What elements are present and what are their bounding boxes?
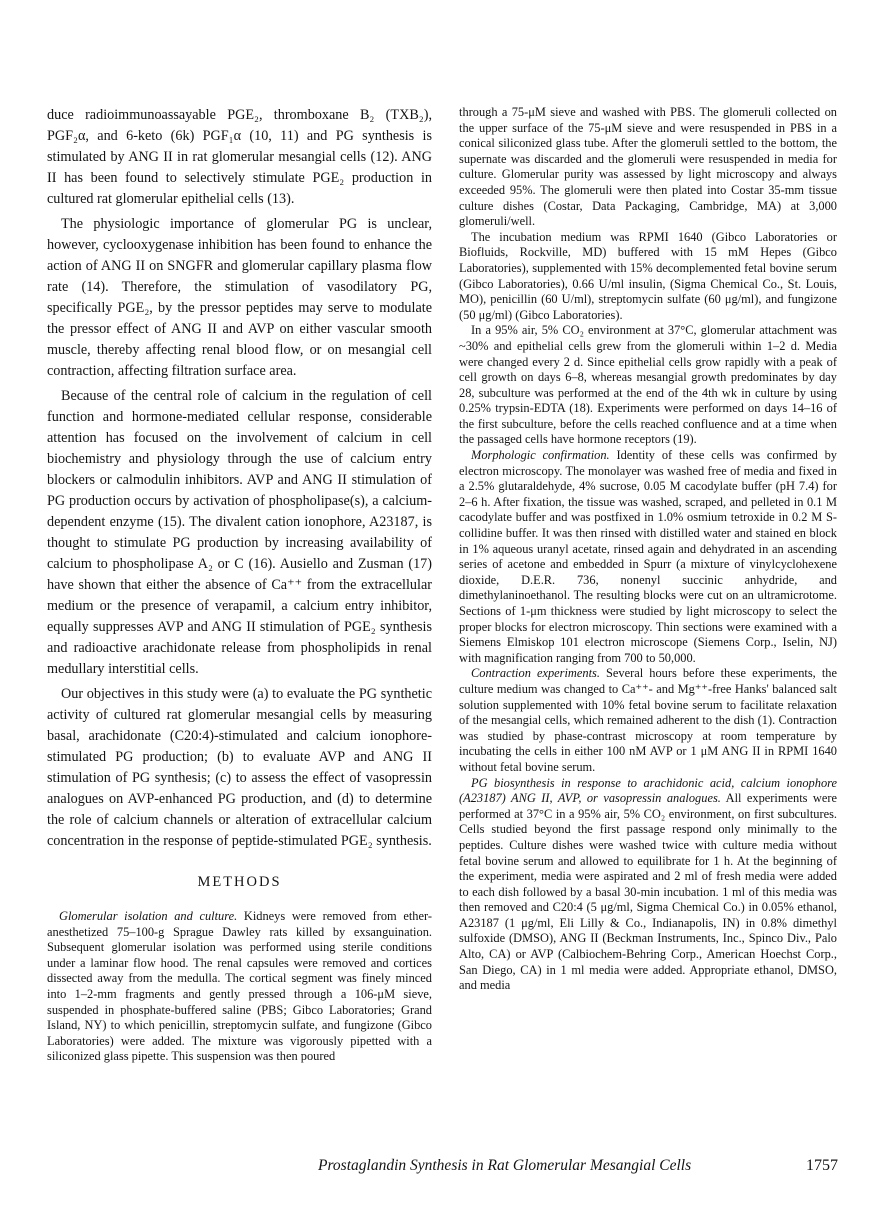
paragraph-physiologic-importance: The physiologic importance of glomerular PG is unclear, however, cyclooxygenase inhibition has been found to enhance the action of ANG II on SNGFR and glomerular capillary plasma flow rate (14). Therefore, the stimulation of vasodilatory PG, specifically PGE₂, by the pressor peptides may serve to modulate the pressor effect of ANG II and AVP on either vascular smooth muscle, thereby affecting renal blood flow, or on mesangial cell contraction, affecting filtration surface area. [47, 216, 432, 379]
run-in-heading: Morphologic confirmation. [471, 448, 610, 463]
paragraph-morphologic-confirmation [459, 448, 837, 666]
run-in-heading: Contraction experiments. [471, 666, 600, 681]
run-in-heading: PG biosynthesis in response to arachidonic acid, calcium ionophore (A23187) ANG II, AVP, or vasopressin analogues. [459, 775, 837, 806]
paragraph-calcium-role: Because of the central role of calcium in the regulation of cell function and hormone-mediated cellular response, considerable attention has focused on the involvement of calcium in cell biochemistry and physiology through the use of calcium entry blockers or calmodulin inhibitors. AVP and ANG II stimulation of PG production occurs by activation of phospholipase(s), a calcium-dependent enzyme (15). The divalent cation ionophore, A23187, is thought to stimulate PG production by increasing availability of calcium to phospholipase A₂ or C (16). Ausiello and Zusman (17) have shown that either the absence of Ca⁺⁺ from the extracellular medium or the presence of verapamil, a calcium entry inhibitor, equally suppresses AVP and ANG II stimulation of PGE₂ synthesis and radioactive arachidonate release from phospholipids in renal medullary interstitial cells. [47, 388, 432, 677]
paragraph-text: Several hours before these experiments, the culture medium was changed to Ca⁺⁺- and Mg⁺⁺-free Hanks' balanced salt solution supplemented with 10% fetal bovine serum to facilitate relaxation of the mesangial cells, which remained adherent to the dish (1). Contraction was studied by phase-contrast microscopy at room temperature by incubating the cells in either 100 nM AVP or 1 μM ANG II in RPMI 1640 without fetal bovine serum. [459, 666, 837, 774]
running-title: Prostaglandin Synthesis in Rat Glomerular Mesangial Cells [318, 1157, 692, 1174]
paragraph-text: Identity of these cells was confirmed by electron microscopy. The monolayer was washed free of media and fixed in a 2.5% glutaraldehyde, 4% sucrose, 0.05 M cacodylate buffer (pH 7.4) for 2–6 h. After fixation, the tissue was washed, scraped, and pelleted in 0.1 M cacodylate buffer and was postfixed in 1.0% osmium tetroxide in 0.2 M S-collidine buffer. It was then rinsed with distilled water and stained en block in 1% aqueous uranyl acetate, rinsed again and dehydrated in an ascending series of acetone and embedded in Spurr (a mixture of vinylcyclohexene dioxide, D.E.R. 736, nonenyl succinic anhydride, and dimethylaninoethanol. The resulting blocks were cut on an ultramicrotome. Sections of 1-μm thickness were studied by light microscopy to select the proper blocks for electron microscopy. Thin sections were examined with a Siemens Elmiskop 101 electron microscope (Siemens Corp., Iselin, NJ) with magnification ranging from 700 to 50,000. [459, 448, 837, 665]
paragraph-text: Kidneys were removed from ether-anesthetized 75–100-g Sprague Dawley rats killed by exsanguination. Subsequent glomerular isolation was performed using sterile conditions under a laminar flow hood. The renal capsules were removed and cortices dissected away from the medulla. The cortical segment was finely minced into 1–2-mm fragments and gently pressed through a 106-μM sieve, suspended in phosphate-buffered saline (PBS; Gibco Laboratories; Grand Island, NY) to which penicillin, streptomycin sulfate, and fungizone (Gibco Laboratories) were added. The mixture was vigorously pipetted with a siliconized glass pipette. This suspension was then poured [47, 909, 433, 1064]
page-footer [318, 1157, 838, 1175]
page-number: 1757 [806, 1157, 838, 1174]
left-column [47, 105, 432, 1065]
paragraph-sieve-continuation: through a 75-μM sieve and washed with PBS. The glomeruli collected on the upper surface of the 75-μM sieve and were resuspended in PBS in a conical siliconized glass tube. After the glomeruli settled to the bottom, the supernate was discarded and the glomeruli were resuspended in media for culture. Glomerular purity was assessed by light microscopy and always exceeded 95%. The glomeruli were then plated into Costar 35-mm tissue culture dishes (Costar, Data Packaging, Cambridge, MA) at 3,000 glomeruli/well. [459, 105, 837, 229]
paragraph-pg-biosynthesis [459, 776, 837, 994]
paragraph-environment: In a 95% air, 5% CO₂ environment at 37°C, glomerular attachment was ~30% and epithelial cells grew from the glomeruli within 1–2 d. Media were changed every 2 d. Since epithelial cells grow rapidly with a peak of cell growth on days 6–8, whereas mesangial growth predominates by day 28, subculture was performed at the end of the 4th wk in culture by using 0.25% trypsin-EDTA (18). Experiments were performed on days 14–16 of the first subculture, before the cells reached confluence and at a time when the passaged cells have hormone receptors (19). [459, 323, 837, 447]
paragraph-objectives: Our objectives in this study were (a) to evaluate the PG synthetic activity of cultured rat glomerular mesangial cells by measuring basal, arachidonate (C20:4)-stimulated and calcium ionophore-stimulated PG production; (b) to evaluate AVP and ANG II stimulation of PG synthesis; (c) to assess the effect of vasopressin analogues on AVP-enhanced PG production, and (d) to determine the role of calcium channels or alteration of extracellular calcium concentration in the response of peptide-stimulated PGE₂ synthesis. [47, 686, 432, 849]
paragraph-continuation: duce radioimmunoassayable PGE₂, thromboxane B₂ (TXB₂), PGF₂α, and 6-keto (6k) PGF₁α (10, 11) and PG synthesis is stimulated by ANG II in rat glomerular mesangial cells (12). ANG II has been found to selectively stimulate PGE₂ production in cultured rat glomerular epithelial cells (13). [47, 107, 432, 207]
right-column [459, 105, 837, 994]
paragraph-incubation-medium: The incubation medium was RPMI 1640 (Gibco Laboratories or Biofluids, Rockville, MD) buffered with 15 mM Hepes (Gibco Laboratories), supplemented with 15% decomplemented fetal bovine serum (Gibco Laboratories), 0.66 U/ml insulin, (Sigma Chemical Co., St. Louis, MO), penicillin (60 U/ml), streptomycin sulfate (60 μg/ml), and fungizone (50 μg/ml) (Gibco Laboratories). [459, 229, 837, 322]
paragraph-text: All experiments were performed at 37°C in a 95% air, 5% CO₂ environment, on first subcultures. Cells studied beyond the first passage respond only minimally to the peptides. Culture dishes were washed twice with culture media without fetal bovine serum and allowed to equilibrate for 1 h. At the beginning of the experiment, media were aspirated and 2 ml of fresh media were added to each dish followed by a basal 30-min incubation. 1 ml of this media was then removed and C20:4 (5 μg/ml, Sigma Chemical Co.) in 0.05% ethanol, A23187 (1 μg/ml, Eli Lilly & Co., Indianapolis, IN) in 0.8% dimethyl sulfoxide (DMSO), ANG II (Beckman Instruments, Inc., Spinco Div., Palo Alto, CA) or AVP (Calbiochem-Behring Corp., American Hoechst Corp., San Diego, CA) in 1 ml media were added. Appropriate ethanol, DMSO, and media [459, 791, 837, 993]
run-in-heading: Glomerular isolation and culture. [59, 909, 238, 923]
paragraph-glomerular-isolation [47, 909, 432, 1065]
section-heading-methods: METHODS [197, 874, 282, 890]
paragraph-contraction-experiments [459, 666, 837, 775]
